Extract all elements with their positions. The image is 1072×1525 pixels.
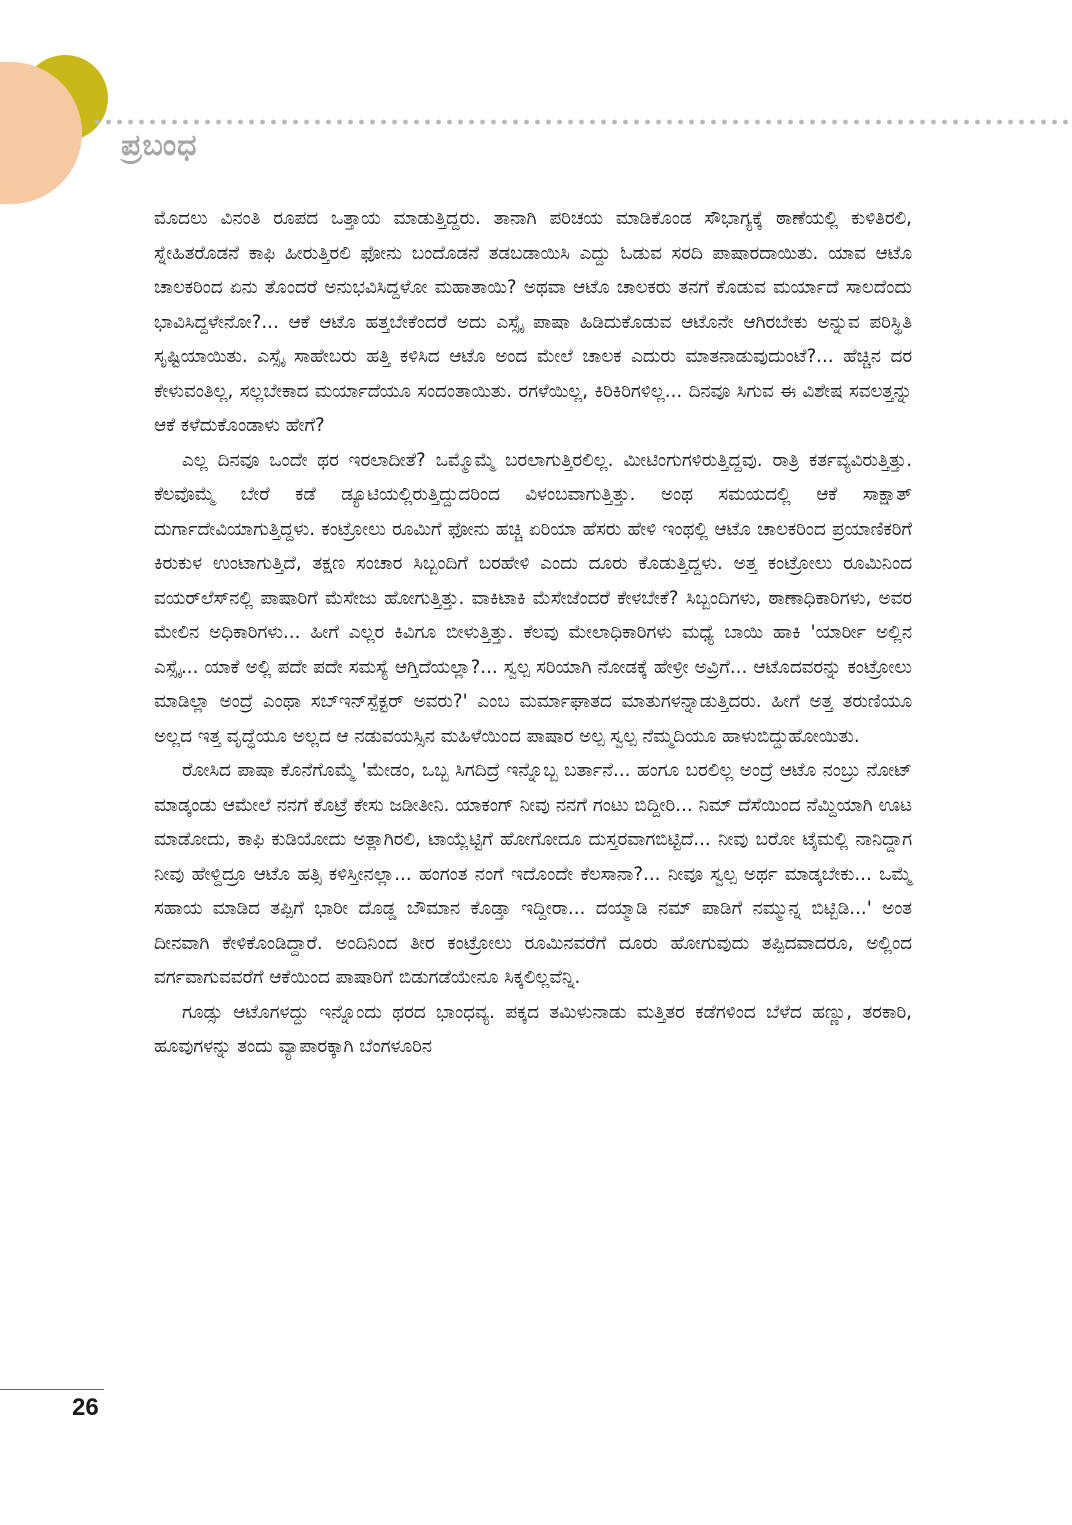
- footer-rule: [0, 1389, 104, 1390]
- header-dotted-rule: [92, 117, 1072, 127]
- paragraph-1: ಮೊದಲು ವಿನಂತಿ ರೂಪದ ಒತ್ತಾಯ ಮಾಡುತ್ತಿದ್ದರು. ತಾನಾಗಿ ಪರಿಚಯ ಮಾಡಿಕೊಂಡ ಸೌಭಾಗ್ಯಕ್ಕೆ ಠಾಣೆಯಲ್ಲಿ ಕುಳಿತಿರಲಿ, ಸ್ನೇಹಿತರೊಡನೆ ಕಾಫಿ ಹೀರುತ್ತಿರಲಿ ಫೋನು ಬಂದೊಡನೆ ತಡಬಡಾಯಿಸಿ ಎದ್ದು ಓಡುವ ಸರದಿ ಪಾಷಾರದಾಯಿತು. ಯಾವ ಆಟೊ ಚಾಲಕರಿಂದ ಏನು ತೊಂದರೆ ಅನುಭವಿಸಿದ್ದಳೋ ಮಹಾತಾಯಿ? ಅಥವಾ ಆಟೊ ಚಾಲಕರು ತನಗೆ ಕೊಡುವ ಮರ್ಯಾದೆ ಸಾಲದೆಂದು ಭಾವಿಸಿದ್ದಳೇನೋ?... ಆಕೆ ಆಟೊ ಹತ್ತಬೇಕೆಂದರೆ ಅದು ಎಸ್ಸೈ ಪಾಷಾ ಹಿಡಿದುಕೊಡುವ ಆಟೊನೇ ಆಗಿರಬೇಕು ಅನ್ನುವ ಪರಿಸ್ಥಿತಿ ಸೃಷ್ಟಿಯಾಯಿತು. ಎಸ್ಸೈ ಸಾಹೇಬರು ಹತ್ತಿ ಕಳಿಸಿದ ಆಟೊ ಅಂದ ಮೇಲೆ ಚಾಲಕ ಎದುರು ಮಾತನಾಡುವುದುಂಟೆ?... ಹೆಚ್ಚಿನ ದರ ಕೇಳುವಂತಿಲ್ಲ, ಸಲ್ಲಬೇಕಾದ ಮರ್ಯಾದೆಯೂ ಸಂದಂತಾಯಿತು. ರಗಳೆಯಿಲ್ಲ, ಕಿರಿಕಿರಿಗಳಿಲ್ಲ... ದಿನವೂ ಸಿಗುವ ಈ ವಿಶೇಷ ಸವಲತ್ತನ್ನು ಆಕೆ ಕಳೆದುಕೊಂಡಾಳು ಹೇಗೆ?: [154, 208, 912, 436]
- article-body: [154, 202, 912, 1065]
- paragraph-2: ಎಲ್ಲ ದಿನವೂ ಒಂದೇ ಥರ ಇರಲಾದೀತೆ? ಒಮ್ಮೊಮ್ಮೆ ಬರಲಾಗುತ್ತಿರಲಿಲ್ಲ. ಮೀಟಿಂಗುಗಳಿರುತ್ತಿದ್ದವು. ರಾತ್ರಿ ಕರ್ತವ್ಯವಿರುತ್ತಿತ್ತು. ಕೆಲವೊಮ್ಮೆ ಬೇರೆ ಕಡೆ ಡ್ಯೂಟಿಯಲ್ಲಿರುತ್ತಿದ್ದುದರಿಂದ ವಿಳಂಬವಾಗುತ್ತಿತ್ತು. ಅಂಥ ಸಮಯದಲ್ಲಿ ಆಕೆ ಸಾಕ್ಷಾತ್ ದುರ್ಗಾದೇವಿಯಾಗುತ್ತಿದ್ದಳು. ಕಂಟ್ರೋಲು ರೂಮಿಗೆ ಫೋನು ಹಚ್ಚಿ ಏರಿಯಾ ಹೆಸರು ಹೇಳಿ ಇಂಥಲ್ಲಿ ಆಟೊ ಚಾಲಕರಿಂದ ಪ್ರಯಾಣಿಕರಿಗೆ ಕಿರುಕುಳ ಉಂಟಾಗುತ್ತಿದೆ, ತಕ್ಷಣ ಸಂಚಾರ ಸಿಬ್ಬಂದಿಗೆ ಬರಹೇಳಿ ಎಂದು ದೂರು ಕೊಡುತ್ತಿದ್ದಳು. ಅತ್ತ ಕಂಟ್ರೋಲು ರೂಮಿನಿಂದ ವಯರ್‌ಲೆಸ್‌ನಲ್ಲಿ ಪಾಷಾರಿಗೆ ಮೆಸೇಜು ಹೋಗುತ್ತಿತ್ತು. ವಾಕಿಟಾಕಿ ಮೆಸೇಜೆಂದರೆ ಕೇಳಬೇಕೆ? ಸಿಬ್ಬಂದಿಗಳು, ಠಾಣಾಧಿಕಾರಿಗಳು, ಅವರ ಮೇಲಿನ ಅಧಿಕಾರಿಗಳು... ಹೀಗೆ ಎಲ್ಲರ ಕಿವಿಗೂ ಬೀಳುತ್ತಿತ್ತು. ಕೆಲವು ಮೇಲಾಧಿಕಾರಿಗಳು ಮಧ್ಯೆ ಬಾಯಿ ಹಾಕಿ 'ಯಾರ್ರೀ ಅಲ್ಲಿನ ಎಸ್ಸೈ... ಯಾಕೆ ಅಲ್ಲಿ ಪದೇ ಪದೇ ಸಮಸ್ಯೆ ಆಗ್ತಿದೆಯಲ್ಲಾ?... ಸ್ವಲ್ಪ ಸರಿಯಾಗಿ ನೋಡಕ್ಕೆ ಹೇಳ್ರೀ ಅವ್ರಿಗೆ... ಆಟೊದವರನ್ನು ಕಂಟ್ರೋಲು ಮಾಡಿಲ್ಲಾ ಅಂದ್ರೆ ಎಂಥಾ ಸಬ್‌ಇನ್‌ಸ್ಪೆಕ್ಟರ್ ಅವರು?' ಎಂಬ ಮರ್ಮಾಘಾತದ ಮಾತುಗಳನ್ನಾಡುತ್ತಿದರು. ಹೀಗೆ ಅತ್ತ ತರುಣಿಯೂ ಅಲ್ಲದ ಇತ್ತ ವೃದ್ಧೆಯೂ ಅಲ್ಲದ ಆ ನಡುವಯಸ್ಸಿನ ಮಹಿಳೆಯಿಂದ ಪಾಷಾರ ಅಲ್ಪ ಸ್ವಲ್ಪ ನೆಮ್ಮದಿಯೂ ಹಾಳುಬಿದ್ದುಹೋಯಿತು.: [154, 449, 912, 747]
- paragraph-4: ಗೂಡ್ಸು ಆಟೊಗಳದ್ದು ಇನ್ನೊಂದು ಥರದ ಭಾಂಧವ್ಯ. ಪಕ್ಕದ ತಮಿಳುನಾಡು ಮತ್ತಿತರ ಕಡೆಗಳಿಂದ ಬೆಳೆದ ಹಣ್ಣು, ತರಕಾರಿ, ಹೂವುಗಳನ್ನು ತಂದು ವ್ಯಾಪಾರಕ್ಕಾಗಿ ಬೆಂಗಳೂರಿನ: [154, 1001, 912, 1057]
- paragraph-3: ರೋಸಿದ ಪಾಷಾ ಕೊನೆಗೊಮ್ಮೆ 'ಮೇಡಂ, ಒಬ್ಬ ಸಿಗದಿದ್ರೆ ಇನ್ನೊಬ್ಬ ಬರ್ತಾನೆ... ಹಂಗೂ ಬರಲಿಲ್ಲ ಅಂದ್ರೆ ಆಟೊ ನಂಬ್ರು ನೋಟ್ ಮಾಡ್ಕಂಡು ಆಮೇಲೆ ನನಗೆ ಕೊಟ್ರೆ ಕೇಸು ಜಡೀತೀನಿ. ಯಾಕಂಗ್ ನೀವು ನನಗೆ ಗಂಟು ಬಿದ್ದೀರಿ... ನಿಮ್ ದೆಸೆಯಿಂದ ನೆಮ್ದಿಯಾಗಿ ಊಟ ಮಾಡೋದು, ಕಾಫಿ ಕುಡಿಯೋದು ಅತ್ಲಾಗಿರಲಿ, ಟಾಯ್ಲೆಟ್ಟಿಗೆ ಹೋಗೋದೂ ದುಸ್ತರವಾಗಬಿಟ್ಟಿದೆ... ನೀವು ಬರೋ ಟೈಮಲ್ಲಿ ನಾನಿದ್ದಾಗ ನೀವು ಹೇಳ್ದಿದ್ರೂ ಆಟೊ ಹತ್ಸಿ ಕಳಿಸ್ತೀನಲ್ಲಾ... ಹಂಗಂತ ನಂಗೆ ಇದೊಂದೇ ಕೆಲಸಾನಾ?... ನೀವೂ ಸ್ವಲ್ಪ ಅರ್ಥ ಮಾಡ್ಕಬೇಕು... ಒಮ್ಮೆ ಸಹಾಯ ಮಾಡಿದ ತಪ್ಪಿಗೆ ಭಾರೀ ದೊಡ್ಡ ಬೌಮಾನ ಕೊಡ್ತಾ ಇದ್ದೀರಾ... ದಯ್ಮಾಡಿ ನಮ್ ಪಾಡಿಗೆ ನಮ್ಮುನ್ನ ಬಿಟ್ಬಿಡಿ...' ಅಂತ ದೀನವಾಗಿ ಕೇಳಿಕೊಂಡಿದ್ದಾರೆ. ಅಂದಿನಿಂದ ತೀರ ಕಂಟ್ರೋಲು ರೂಮಿನವರೆಗೆ ದೂರು ಹೋಗುವುದು ತಪ್ಪಿದವಾದರೂ, ಅಲ್ಲಿಂದ ವರ್ಗವಾಗುವವರೆಗೆ ಆಕೆಯಿಂದ ಪಾಷಾರಿಗೆ ಬಿಡುಗಡೆಯೇನೂ ಸಿಕ್ಕಲಿಲ್ಲವೆನ್ನಿ.: [154, 760, 912, 988]
- section-title: ಪ್ರಬಂಧ: [121, 128, 198, 163]
- page-number: 26: [72, 1394, 99, 1421]
